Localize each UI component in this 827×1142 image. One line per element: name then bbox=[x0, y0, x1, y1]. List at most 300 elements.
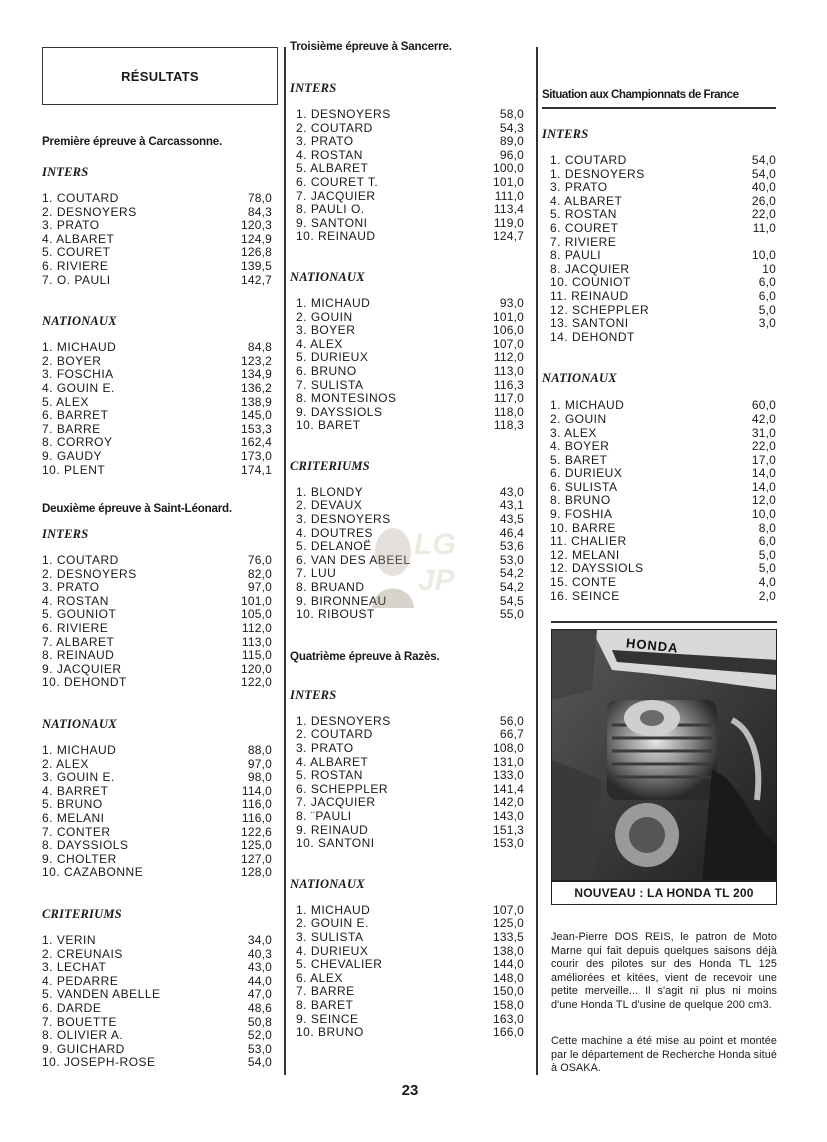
result-row bbox=[42, 368, 272, 382]
result-row bbox=[42, 948, 272, 962]
rider-score: 118,0 bbox=[493, 404, 524, 419]
rider-name: 10. BARRE bbox=[550, 520, 616, 535]
motorcycle-engine-icon bbox=[552, 630, 777, 881]
rider-score: 6,0 bbox=[758, 275, 776, 290]
rider-score: 113,0 bbox=[493, 363, 524, 378]
result-row bbox=[550, 195, 776, 209]
rider-name: 8. BRUAND bbox=[296, 580, 365, 595]
rider-name: 5. ROSTAN bbox=[296, 768, 363, 783]
rider-score: 43,5 bbox=[499, 512, 524, 527]
rider-score: 150,0 bbox=[492, 984, 524, 999]
rider-name: 4. PEDARRE bbox=[42, 973, 119, 988]
rider-score: 93,0 bbox=[499, 295, 524, 310]
rider-name: 7. JACQUIER bbox=[296, 188, 376, 203]
result-row bbox=[296, 1013, 524, 1027]
result-row bbox=[42, 396, 272, 410]
rider-score: 43,1 bbox=[499, 498, 524, 513]
sec3-heading: Troisième épreuve à Sancerre. bbox=[290, 40, 452, 53]
rider-score: 112,0 bbox=[241, 621, 272, 636]
result-row bbox=[42, 798, 272, 812]
result-row bbox=[296, 122, 524, 136]
rider-name: 3. GOUIN E. bbox=[42, 770, 115, 785]
rider-name: 12. DAYSSIOLS bbox=[550, 561, 644, 576]
result-row bbox=[296, 783, 524, 797]
rider-score: 139,5 bbox=[240, 258, 272, 273]
rider-name: 4. DOUTRES bbox=[296, 525, 374, 540]
result-row bbox=[550, 317, 776, 331]
rider-score: 119,0 bbox=[493, 215, 524, 230]
rider-name: 1. DESNOYERS bbox=[550, 166, 645, 181]
result-row bbox=[296, 365, 524, 379]
result-row bbox=[42, 1016, 272, 1030]
rider-name: 5. BARET bbox=[550, 452, 608, 467]
rider-name: 6. COURET T. bbox=[296, 174, 379, 189]
result-row bbox=[550, 222, 776, 236]
result-row bbox=[550, 236, 776, 250]
rider-score: 134,9 bbox=[240, 367, 272, 382]
rider-score: 84,8 bbox=[247, 340, 272, 355]
rider-score: 163,0 bbox=[492, 1011, 524, 1026]
rider-name: 14. DEHONDT bbox=[550, 329, 635, 344]
rider-score: 76,0 bbox=[247, 553, 272, 568]
result-row bbox=[296, 728, 524, 742]
rider-score: 142,0 bbox=[492, 795, 524, 810]
sec4-nationaux-label: NATIONAUX bbox=[290, 876, 365, 891]
result-row bbox=[296, 1026, 524, 1040]
rider-score: 10 bbox=[762, 261, 776, 276]
result-row bbox=[296, 904, 524, 918]
result-row bbox=[296, 379, 524, 393]
result-row bbox=[296, 837, 524, 851]
sec3-criteriums-list bbox=[290, 486, 524, 622]
rider-name: 10. JOSEPH-ROSE bbox=[42, 1055, 156, 1070]
rider-name: 11. REINAUD bbox=[550, 288, 629, 303]
rider-score: 52,0 bbox=[247, 1028, 272, 1043]
rider-name: 10. DEHONDT bbox=[42, 675, 127, 690]
rider-name: 5. GOUNIOT bbox=[42, 607, 117, 622]
rider-score: 56,0 bbox=[499, 713, 524, 728]
rider-score: 44,0 bbox=[247, 973, 272, 988]
result-row bbox=[42, 233, 272, 247]
rider-name: 2. GOUIN bbox=[550, 411, 607, 426]
rider-score: 142,7 bbox=[240, 272, 272, 287]
rider-score: 136,2 bbox=[240, 380, 272, 395]
result-row bbox=[296, 203, 524, 217]
rider-score: 54,2 bbox=[499, 566, 524, 581]
rider-score: 122,0 bbox=[240, 675, 272, 690]
result-row bbox=[296, 581, 524, 595]
rider-name: 6. RIVIERE bbox=[42, 621, 109, 636]
rider-score: 143,0 bbox=[492, 808, 524, 823]
rider-name: 10. REINAUD bbox=[296, 229, 376, 244]
result-row bbox=[296, 945, 524, 959]
rider-score: 125,0 bbox=[240, 838, 272, 853]
rider-name: 2. COUTARD bbox=[296, 120, 373, 135]
tank-brand-text: HONDA bbox=[625, 635, 680, 656]
sec2-nationaux-list bbox=[42, 744, 272, 880]
result-row bbox=[296, 595, 524, 609]
result-row bbox=[42, 219, 272, 233]
result-row bbox=[550, 399, 776, 413]
rider-score: 111,0 bbox=[494, 188, 524, 203]
rider-score: 14,0 bbox=[751, 479, 776, 494]
rider-score: 43,0 bbox=[247, 960, 272, 975]
rider-score: 166,0 bbox=[492, 1025, 524, 1040]
result-row bbox=[550, 467, 776, 481]
rider-name: 8. PAULI O. bbox=[296, 202, 365, 217]
rider-name: 2. DEVAUX bbox=[296, 498, 363, 513]
results-title: RÉSULTATS bbox=[121, 68, 199, 84]
result-row bbox=[42, 1002, 272, 1016]
rider-score: 101,0 bbox=[492, 174, 524, 189]
page-number: 23 bbox=[401, 1082, 419, 1099]
result-row bbox=[550, 440, 776, 454]
championnat-nationaux-list bbox=[542, 399, 776, 603]
rider-name: 3. SULISTA bbox=[296, 929, 364, 944]
rider-name: 3. DESNOYERS bbox=[296, 512, 391, 527]
rider-score: 116,3 bbox=[493, 377, 524, 392]
rider-score: 10,0 bbox=[751, 248, 776, 263]
rider-score: 113,4 bbox=[493, 202, 524, 217]
result-row bbox=[42, 866, 272, 880]
rider-name: 7. LUU bbox=[296, 566, 337, 581]
rider-name: 1. BLONDY bbox=[296, 484, 364, 499]
sec4-inters-label: INTERS bbox=[290, 687, 337, 702]
rider-name: 9. REINAUD bbox=[296, 822, 369, 837]
result-row bbox=[296, 486, 524, 500]
rider-name: 4. ALBARET bbox=[296, 754, 369, 769]
rider-score: 48,6 bbox=[247, 1000, 272, 1015]
sec4-heading: Quatrième épreuve à Razès. bbox=[290, 649, 440, 663]
rider-score: 116,0 bbox=[241, 811, 272, 825]
rider-score: 54,5 bbox=[499, 593, 524, 608]
rider-name: 4. ALBARET bbox=[42, 231, 115, 246]
rider-score: 14,0 bbox=[751, 466, 776, 481]
result-row bbox=[42, 1029, 272, 1043]
rider-score: 144,0 bbox=[492, 957, 524, 972]
rider-name: 6. SULISTA bbox=[550, 479, 618, 494]
result-row bbox=[42, 595, 272, 609]
rider-name: 8. JACQUIER bbox=[550, 261, 630, 276]
result-row bbox=[42, 382, 272, 396]
result-row bbox=[550, 290, 776, 304]
rider-score: 105,0 bbox=[240, 607, 272, 622]
rider-score: 100,0 bbox=[492, 161, 524, 176]
rider-name: 3. PRATO bbox=[550, 180, 608, 195]
rider-name: 16. SEINCE bbox=[550, 588, 620, 603]
rider-name: 10. BARET bbox=[296, 418, 361, 433]
result-row bbox=[42, 554, 272, 568]
rider-name: 9. CHOLTER bbox=[42, 851, 117, 866]
result-row bbox=[550, 276, 776, 290]
rider-score: 60,0 bbox=[751, 398, 776, 413]
rider-score: 55,0 bbox=[499, 607, 524, 622]
rider-score: 53,6 bbox=[499, 539, 524, 554]
column-2 bbox=[290, 40, 524, 1040]
result-row bbox=[296, 972, 524, 986]
result-row bbox=[296, 217, 524, 231]
result-row bbox=[296, 958, 524, 972]
rider-score: 84,3 bbox=[247, 204, 272, 219]
rider-score: 101,0 bbox=[492, 309, 524, 324]
rider-score: 53,0 bbox=[499, 552, 524, 567]
result-row bbox=[296, 419, 524, 433]
result-row bbox=[296, 608, 524, 622]
rider-name: 1. VERIN bbox=[42, 932, 97, 947]
rider-name: 6. DURIEUX bbox=[550, 466, 623, 481]
article-paragraph-1: Jean-Pierre DOS REIS, le patron de Moto Marne qui fait depuis quelques saisons déjà courir des pilotes sur des Honda TL 125 améliorées et kitées, vient de recevoir une petite merveille... Il s'agit ni plus ni moins d'une Honda TL d'usine de quelque 200 cm3. bbox=[551, 931, 777, 1011]
result-row bbox=[296, 999, 524, 1013]
rider-name: 2. DESNOYERS bbox=[42, 566, 137, 581]
article-paragraph-2: Cette machine a été mise au point et montée par le département de Recherche Honda situé à OSAKA. bbox=[551, 1035, 777, 1075]
rider-name: 1. MICHAUD bbox=[42, 743, 117, 758]
rider-name: 8. CORROY bbox=[42, 435, 113, 450]
rider-score: 141,4 bbox=[492, 781, 524, 796]
rider-score: 131,0 bbox=[492, 754, 524, 769]
rider-score: 133,0 bbox=[492, 768, 524, 783]
rider-score: 173,0 bbox=[240, 448, 272, 463]
result-row bbox=[296, 742, 524, 756]
rider-score: 54,2 bbox=[499, 580, 524, 595]
rider-name: 15. CONTE bbox=[550, 575, 617, 590]
sec1-inters-label: INTERS bbox=[42, 165, 89, 179]
rider-score: 5,0 bbox=[758, 561, 776, 576]
rider-name: 9. JACQUIER bbox=[42, 661, 122, 676]
rider-score: 123,2 bbox=[240, 353, 272, 368]
championnat-inters-label: INTERS bbox=[542, 127, 589, 141]
rider-name: 9. GUICHARD bbox=[42, 1041, 125, 1056]
result-row bbox=[296, 554, 524, 568]
result-row bbox=[42, 853, 272, 867]
rider-name: 3. PRATO bbox=[42, 218, 100, 233]
rider-score: 113,0 bbox=[241, 634, 272, 649]
rider-name: 7. BARRE bbox=[296, 984, 355, 999]
rider-name: 12. SCHEPPLER bbox=[550, 302, 650, 317]
rider-score: 96,0 bbox=[499, 147, 524, 162]
rider-name: 3. BOYER bbox=[296, 323, 356, 338]
rider-score: 12,0 bbox=[751, 493, 776, 508]
rider-name: 7. ALBARET bbox=[42, 634, 115, 649]
result-row bbox=[42, 826, 272, 840]
rider-score: 82,0 bbox=[247, 566, 272, 581]
result-row bbox=[296, 351, 524, 365]
rider-score: 174,1 bbox=[240, 462, 272, 477]
rider-name: 2. ALEX bbox=[42, 756, 89, 771]
rider-score: 3,0 bbox=[758, 316, 776, 331]
result-row bbox=[296, 135, 524, 149]
rider-name: 3. FOSCHIA bbox=[42, 367, 114, 382]
result-row bbox=[42, 636, 272, 650]
result-row bbox=[550, 413, 776, 427]
rider-score: 125,0 bbox=[492, 916, 524, 931]
result-row bbox=[550, 494, 776, 508]
result-row bbox=[42, 1056, 272, 1070]
championnat-heading: Situation aux Championnats de France bbox=[542, 88, 739, 101]
rider-score: 6,0 bbox=[758, 288, 776, 303]
rider-name: 3. PRATO bbox=[42, 580, 100, 595]
rider-score: 43,0 bbox=[499, 484, 524, 499]
rider-score: 54,0 bbox=[751, 153, 776, 167]
rider-name: 8. ¨PAULI bbox=[296, 808, 352, 823]
rider-name: 8. MONTESINOS bbox=[296, 391, 397, 406]
rider-name: 8. REINAUD bbox=[42, 648, 115, 663]
result-row bbox=[296, 824, 524, 838]
rider-name: 7. BOUETTE bbox=[42, 1014, 118, 1029]
rider-score: 107,0 bbox=[492, 902, 524, 917]
rider-name: 12. MELANI bbox=[550, 547, 620, 562]
rider-name: 1. MICHAUD bbox=[42, 340, 117, 355]
result-row bbox=[42, 436, 272, 450]
rider-score: 148,0 bbox=[492, 970, 524, 985]
result-row bbox=[296, 527, 524, 541]
result-row bbox=[42, 934, 272, 948]
result-row bbox=[42, 464, 272, 478]
rider-score: 88,0 bbox=[247, 743, 272, 758]
result-row bbox=[42, 355, 272, 369]
result-row bbox=[42, 758, 272, 772]
result-row bbox=[42, 1043, 272, 1057]
rider-score: 158,0 bbox=[492, 997, 524, 1012]
sec2-nationaux-label: NATIONAUX bbox=[42, 717, 117, 732]
rider-score: 97,0 bbox=[247, 756, 272, 771]
rider-score: 2,0 bbox=[758, 588, 776, 603]
rider-score: 8,0 bbox=[758, 520, 776, 535]
result-row bbox=[42, 192, 272, 206]
rider-score: 122,6 bbox=[240, 824, 272, 839]
rider-name: 9. FOSHIA bbox=[550, 507, 613, 522]
result-row bbox=[296, 769, 524, 783]
result-row bbox=[42, 246, 272, 260]
rider-name: 1. MICHAUD bbox=[550, 398, 625, 413]
result-row bbox=[42, 785, 272, 799]
sec3-criteriums-label: CRITERIUMS bbox=[290, 458, 370, 473]
column-1 bbox=[42, 135, 272, 1070]
result-row bbox=[42, 206, 272, 220]
sec3-nationaux-list bbox=[290, 297, 524, 433]
rider-score: 89,0 bbox=[499, 134, 524, 149]
rider-name: 11. CHALIER bbox=[550, 534, 627, 549]
result-row bbox=[42, 676, 272, 690]
result-row bbox=[550, 168, 776, 182]
result-row bbox=[550, 481, 776, 495]
rider-name: 6. BARRET bbox=[42, 408, 109, 423]
rider-score: 4,0 bbox=[758, 575, 776, 590]
rider-score: 6,0 bbox=[758, 534, 776, 549]
rider-score: 42,0 bbox=[751, 411, 776, 426]
rider-score: 5,0 bbox=[758, 547, 776, 562]
sec1-nationaux-label: NATIONAUX bbox=[42, 314, 117, 329]
results-title-box bbox=[42, 47, 278, 105]
rider-name: 4. ROSTAN bbox=[296, 147, 363, 162]
result-row bbox=[296, 931, 524, 945]
sec2-criteriums-label: CRITERIUMS bbox=[42, 906, 122, 921]
result-row bbox=[550, 263, 776, 277]
rider-name: 6. BRUNO bbox=[296, 363, 357, 378]
rider-name: 10. RIBOUST bbox=[296, 607, 375, 622]
result-row bbox=[550, 454, 776, 468]
result-row bbox=[550, 535, 776, 549]
result-row bbox=[550, 522, 776, 536]
rider-score: 153,3 bbox=[240, 421, 272, 436]
result-row bbox=[42, 568, 272, 582]
result-row bbox=[296, 176, 524, 190]
honda-photo bbox=[551, 629, 777, 881]
result-row bbox=[296, 149, 524, 163]
rider-name: 8. BARET bbox=[296, 997, 354, 1012]
result-row bbox=[42, 839, 272, 853]
result-row bbox=[550, 549, 776, 563]
rider-score: 31,0 bbox=[751, 425, 776, 440]
rider-score: 116,0 bbox=[241, 797, 272, 812]
rider-score: 101,0 bbox=[240, 593, 272, 608]
result-row bbox=[550, 181, 776, 195]
rider-name: 5. COURET bbox=[42, 245, 111, 260]
rider-name: 8. PAULI bbox=[550, 248, 602, 263]
rider-score: 138,0 bbox=[492, 943, 524, 958]
rider-score: 153,0 bbox=[492, 836, 524, 851]
column-3 bbox=[542, 88, 776, 603]
result-row bbox=[42, 812, 272, 826]
rider-name: 6. COURET bbox=[550, 220, 619, 235]
rider-name: 4. ALEX bbox=[296, 336, 343, 351]
rider-name: 6. VAN DES ABEEL bbox=[296, 552, 411, 567]
result-row bbox=[296, 338, 524, 352]
sec3-inters-label: INTERS bbox=[290, 81, 337, 95]
result-row bbox=[296, 297, 524, 311]
result-row bbox=[550, 508, 776, 522]
rider-name: 3. LECHAT bbox=[42, 960, 107, 975]
rider-name: 6. DARDE bbox=[42, 1000, 102, 1015]
rider-name: 10. PLENT bbox=[42, 462, 106, 477]
rider-score: 40,0 bbox=[751, 180, 776, 195]
rider-score: 112,0 bbox=[493, 350, 524, 365]
championnat-nationaux-label: NATIONAUX bbox=[542, 371, 617, 386]
result-row bbox=[296, 190, 524, 204]
rider-name: 2. GOUIN E. bbox=[296, 916, 369, 931]
rider-score: 133,5 bbox=[492, 929, 524, 944]
result-row bbox=[296, 810, 524, 824]
rider-name: 8. OLIVIER A. bbox=[42, 1028, 124, 1043]
result-row bbox=[42, 975, 272, 989]
rider-score: 145,0 bbox=[240, 408, 272, 423]
result-row bbox=[42, 771, 272, 785]
rider-name: 5. ROSTAN bbox=[550, 207, 617, 222]
result-row bbox=[296, 540, 524, 554]
sec3-nationaux-label: NATIONAUX bbox=[290, 269, 365, 284]
column-rule-right bbox=[536, 47, 538, 1075]
result-row bbox=[42, 260, 272, 274]
rider-name: 7. O. PAULI bbox=[42, 272, 111, 287]
rider-score: 114,0 bbox=[241, 783, 272, 798]
rider-name: 1. COUTARD bbox=[42, 553, 119, 568]
rider-score: 97,0 bbox=[247, 580, 272, 595]
result-row bbox=[42, 274, 272, 288]
rider-score: 5,0 bbox=[758, 302, 776, 317]
result-row bbox=[296, 406, 524, 420]
result-row bbox=[550, 562, 776, 576]
rider-name: 13. SANTONI bbox=[550, 316, 629, 331]
result-row bbox=[296, 392, 524, 406]
result-row bbox=[550, 576, 776, 590]
result-row bbox=[296, 917, 524, 931]
rider-score: 124,7 bbox=[492, 229, 524, 244]
rider-score: 10,0 bbox=[751, 507, 776, 522]
rider-score: 22,0 bbox=[751, 439, 776, 454]
result-row bbox=[296, 796, 524, 810]
rider-name: 4. BOYER bbox=[550, 439, 610, 454]
rider-name: 5. VANDEN ABELLE bbox=[42, 987, 161, 1002]
sec2-inters-list bbox=[42, 554, 272, 690]
